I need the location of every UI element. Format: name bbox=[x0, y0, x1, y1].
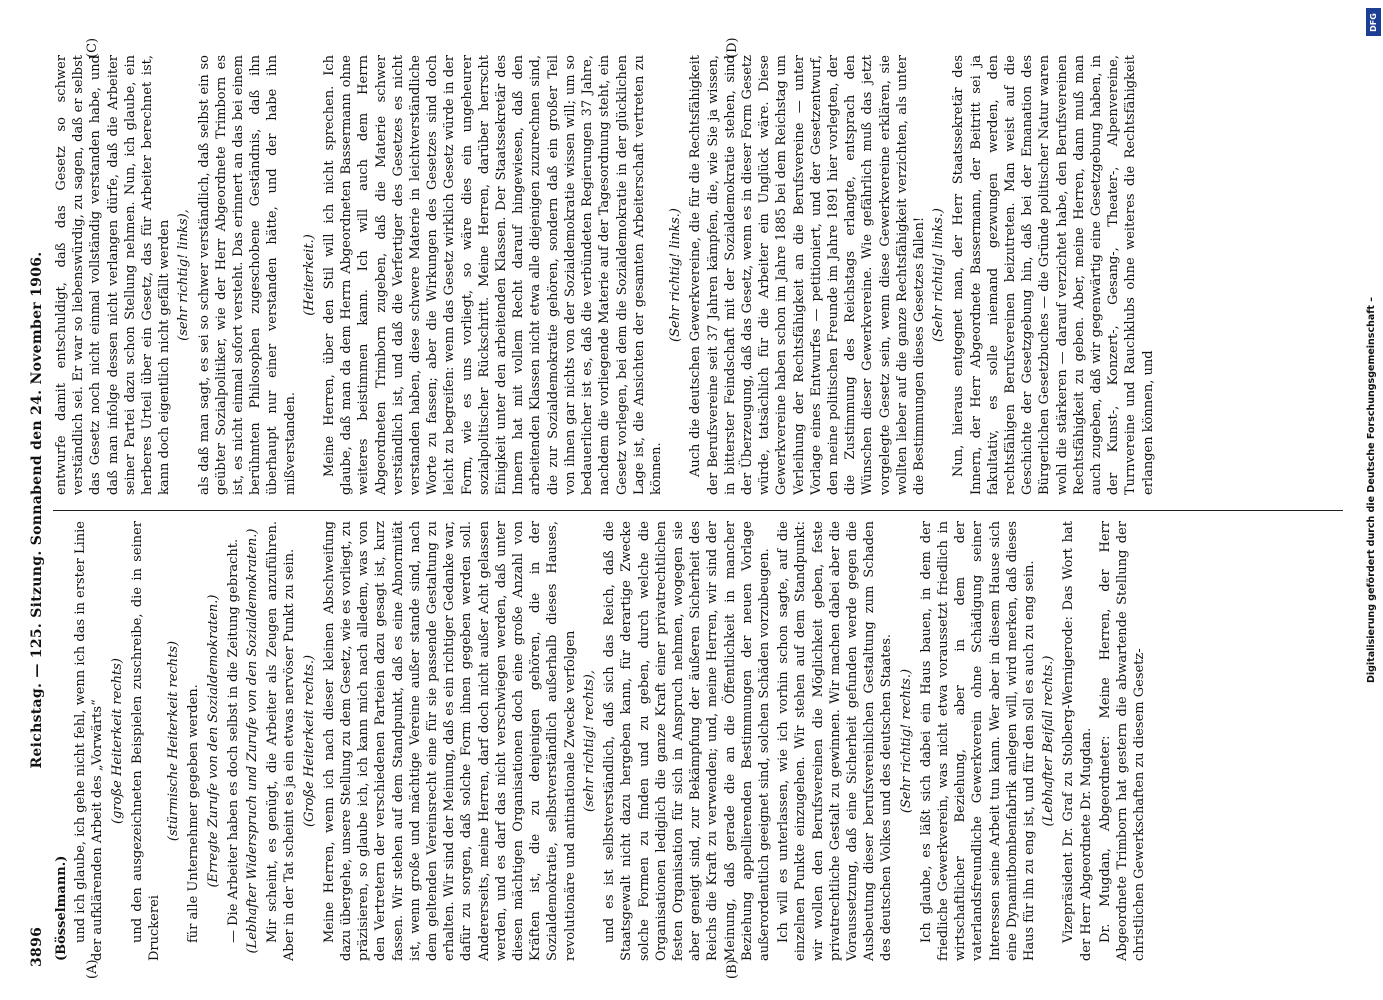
interjection: (stürmische Heiterkeit rechts) bbox=[166, 640, 182, 842]
interjection: (Sehr richtig! links.) bbox=[668, 208, 684, 342]
interjection: (Sehr richtig! rechts.) bbox=[898, 668, 914, 814]
right-text-column bbox=[53, 55, 1343, 495]
paragraph: Meine Herren, wenn ich nach dieser kleinen Abschweifung dazu übergehe, unsere Stellung zu dem Gesetz, wie es vorliegt, zu präzisieren, so glaube ich, ich kann mich nach alledem, was von den Vertretern der verschiedenen Parteien dazu gesagt ist, kurz fassen. Wir stehen auf dem Standpunkt, daß es eine Abnormität ist, wenn große und mächtige Vereine außer stande sind, nach dem geltenden Vereinsrecht eine für sie passende Gestaltung zu erhalten. Wir sind der Meinung, daß es ein richtiger Gedanke war, dafür zu sorgen, daß solche Form ihnen gegeben werden soll. Andererseits, meine Herren, darf doch nicht außer Acht gelassen werden, und es darf das nicht verschwiegen werden, daß unter diesen mächtigen Organisationen doch eine große Anzahl von Kräften ist, die zu denjenigen gehören, die in der Sozialdemokratie, selbstverständlich außerhalb dieses Hauses, revolutionäre und antinationale Zwecke verfolgen bbox=[321, 521, 578, 961]
paragraph: Ich glaube, es läßt sich dabei ein Haus bauen, in dem der friedliche Gewerkverein, was nicht etwa voraussetzt friedlich in wirtschaftlicher Beziehung, aber in dem der vaterlandsfreundliche Gewerkverein ohne Schädigung seiner Interessen seine Arbeit tun kann. Wer aber in diesem Hause sich eine Dynamitbombenfabrik anlegen will, wird merken, daß dieses Haus für ihn zu eng ist, und für den soll es auch zu eng sein. bbox=[918, 521, 1037, 961]
left-text-column bbox=[53, 521, 1343, 961]
rotated-page bbox=[25, 37, 1355, 979]
paragraph: und den ausgezeichneten Beispielen zuschreibe, die in seiner Druckerei bbox=[129, 521, 163, 961]
digitization-credit: Digitalisierung gefördert durch die Deutsche Forschungsgemeinschaft – bbox=[1366, 296, 1377, 684]
dfg-logo bbox=[1366, 8, 1381, 36]
paragraph: Auch die deutschen Gewerkvereine, die für die Rechtsfähigkeit der Berufsvereine seit 37 Jahren kämpfen, die, wie Sie ja wissen, in bitterster Feindschaft mit der Sozialdemokratie stehen, sind der Überzeugung, daß das Gesetz, wenn es in dieser Form Gesetz würde, tatsächlich für die Arbeiter ein Unglück wäre. Diese Gewerkvereine haben schon im Jahre 1885 bei dem Reichstag um Verleihung der Rechtsfähigkeit an die Berufsvereine — unter Vorlage eines Entwurfes — petitioniert, und der Gesetzentwurf, den meine politischen Freunde im Jahre 1891 hier vorlegten, der die Zustimmung des Reichstags erlangte, entsprach den Wünschen dieser Gewerkvereine. Wie gefährlich muß das jetzt vorgelegte Gesetz sein, wenn diese Gewerkvereine erklären, sie wollten lieber auf die ganze Rechtsfähigkeit verzichten, als unter die Bestimmungen dieses Gesetzes fallen! bbox=[688, 55, 927, 495]
margin-marker-d: (D) bbox=[725, 37, 740, 58]
paragraph: Nun, hieraus entgegnet man, der Herr Staatssekretär des Innern, der Herr Abgeordnete Bassermann, der Beitritt sei ja fakultativ, es solle niemand gezwungen werden, den rechtsfähigen Berufsvereinen beizutreten. Man weist auf die Geschichte der Gesetzgebung hin, daß bei der Emanation des Bürgerlichen Gesetzbuches — die Gründe politischer Natur waren wohl die stärkeren — darauf verzichtet habe, den Berufsvereinen Rechtsfähigkeit zu geben. Aber, meine Herren, dann muß man auch zugeben, daß wir gegenwärtig eine Gesetzgebung haben, in der Kunst-, Konzert-, Gesang-, Theater-, Alpenvereine, Turnvereine und Rauchklubs ohne weiteres die Rechtsfähigkeit erlangen können, und bbox=[951, 55, 1156, 495]
margin-marker-b: (B) bbox=[725, 959, 740, 979]
paragraph: Ich will es unterlassen, wie ich vorhin schon sagte, auf die einzelnen Punkte einzugehen. Wir stehen auf dem Standpunkt: wir wollen den Berufsvereinen die Möglichkeit geben, feste privatrechtliche Gestalt zu gewinnen. Wir machen dabei aber die Voraussetzung, daß eine Sicherheit gefunden werde gegen die Ausbeutung dieser berufsvereinlichen Gestaltung zum Schaden des deutschen Volkes und des deutschen Staates. bbox=[776, 521, 895, 961]
speaker-heading: (Bösselmann.) bbox=[54, 855, 69, 961]
interjection: (Heiterkeit.) bbox=[301, 234, 317, 316]
paragraph: und ich glaube, ich gehe nicht fehl, wenn ich das in erster Linie der aufklärenden Arbeit des „Vorwärts“ bbox=[73, 521, 106, 961]
column-divider bbox=[53, 510, 1343, 511]
page-title: Reichstag. — 125. Sitzung. Sonnabend den 24. November 1906. bbox=[29, 251, 45, 769]
paragraph: für alle Unternehmer gegeben werden. bbox=[186, 684, 202, 943]
paragraph: Vizepräsident Dr. Graf zu Stolberg-Wernigerode: Das Wort hat der Herr Abgeordnete Dr. Mugdan. bbox=[1061, 521, 1094, 961]
interjection: (Große Heiterkeit rechts.) bbox=[301, 654, 317, 828]
paragraph: Meine Herren, über den Stil will ich nicht sprechen. Ich glaube, daß man da dem Herrn Abgeordneten Bassermann ohne weiteres beistimmen kann. Ich will auch dem Herrn Abgeordneten Trimborn zugeben, daß die Materie schwer verständlich ist, und daß die Verfertiger des Gesetzes es nicht verstanden haben, diese schwere Materie in leichtverständliche Worte zu fassen; aber die Wirkungen des Gesetzes sind doch leicht zu begreifen: wenn das Gesetz wirklich Gesetz würde in der Form, wie es uns vorliegt, so wäre dies ein ungeheurer sozialpolitischer Rückschritt. Meine Herren, darüber herrscht Einigkeit unter den arbeitenden Klassen. Der Staatssekretär des Innern hat mit vollem Recht darauf hingewiesen, daß den arbeitenden Klassen nicht etwa alle diejenigen zuzurechnen sind, die zur Sozialdemokratie gehören, sondern daß ein großer Teil von ihnen gar nichts von der Sozialdemokratie wissen will; um so bedauerlicher ist es, daß die verbündeten Regierungen 37 Jahre, nachdem die vorliegende Materie auf der Tagesordnung steht, ein Gesetz vorlegen, bei dem die Sozialdemokratie in der glücklichen Lage ist, die Ansichten der gesamten Arbeiterschaft vertreten zu können. bbox=[322, 55, 664, 495]
page-number: 3896 bbox=[29, 926, 45, 967]
paragraph: Mir scheint, es genügt, die Arbeiter als Zeugen anzuführen. Aber in der Tat scheint es ja ein etwas nervöser Punkt zu sein. bbox=[265, 521, 298, 961]
interjection: (Erregte Zurufe von den Sozialdemokraten.) bbox=[205, 594, 221, 888]
interjection: (sehr richtig! rechts), bbox=[581, 670, 597, 812]
interjection: (sehr richtig! links), bbox=[176, 209, 192, 341]
interjection: (Lebhafter Beifall rechts.) bbox=[1041, 655, 1057, 827]
margin-marker-c: (C) bbox=[85, 37, 100, 58]
interjection: (Sehr richtig! links.) bbox=[931, 208, 947, 342]
dfg-logo-text: DFG bbox=[1369, 12, 1379, 32]
interjection: (Lebhafter Widerspruch und Zurufe von den Sozialdemokraten.) bbox=[245, 528, 261, 954]
paragraph: — Die Arbeiter haben es doch selbst in die Zeitung gebracht. bbox=[225, 538, 241, 943]
margin-marker-a: (A) bbox=[85, 959, 100, 979]
page-header bbox=[25, 45, 51, 975]
paragraph: und es ist selbstverständlich, daß sich das Reich, daß die Staatsgewalt nicht dazu hergeben kann, für derartige Zwecke solche Formen zu finden und zu geben, durch welche die Organisationen lediglich die ganze Kraft einer privatrechtlichen festen Organisation für sich in Anspruch nehmen, wogegen sie aber geneigt sind, zur Bekämpfung der äußeren Sicherheit des Reichs die Kraft zu verwenden; und, meine Herren, wir sind der Meinung, daß gerade die an die Öffentlichkeit in mancher Beziehung appellierenden Bestimmungen der neuen Vorlage außerordentlich geeignet sind, solchen Schäden vorzubeugen. bbox=[602, 521, 772, 961]
paragraph: als daß man sagt, es sei so schwer verständlich, daß selbst ein so geübter Sozialpolitiker, wie der Herr Abgeordnete Trimborn es ist, es nicht einmal sofort versteht. Das erinnert an das bei einem berühmten Philosophen zugeschobene Geständnis, daß ihn überhaupt nur einer verstanden hätte, und der habe ihn mißverstanden. bbox=[196, 55, 298, 495]
interjection: (große Heiterkeit rechts) bbox=[109, 658, 125, 824]
paragraph: Dr. Mugdan, Abgeordneter: Meine Herren, der Herr Abgeordnete Trimborn hat gestern die abwartende Stellung der christlichen Gewerkschaften zu diesem Gesetz- bbox=[1097, 521, 1148, 961]
paragraph: entwurfe damit entschuldigt, daß das Gesetz so schwer verständlich sei. Er war so liebenswürdig, zu sagen, daß er selbst das Gesetz noch nicht einmal vollständig verstanden habe, und daß man infolge dessen nicht verlangen dürfe, daß die Arbeiter seiner Partei dazu schon Stellung nehmen. Nun, ich glaube, ein herberes Urteil über ein Gesetz, das für Arbeiter berechnet ist, kann doch eigentlich nicht gefällt werden bbox=[54, 55, 173, 495]
